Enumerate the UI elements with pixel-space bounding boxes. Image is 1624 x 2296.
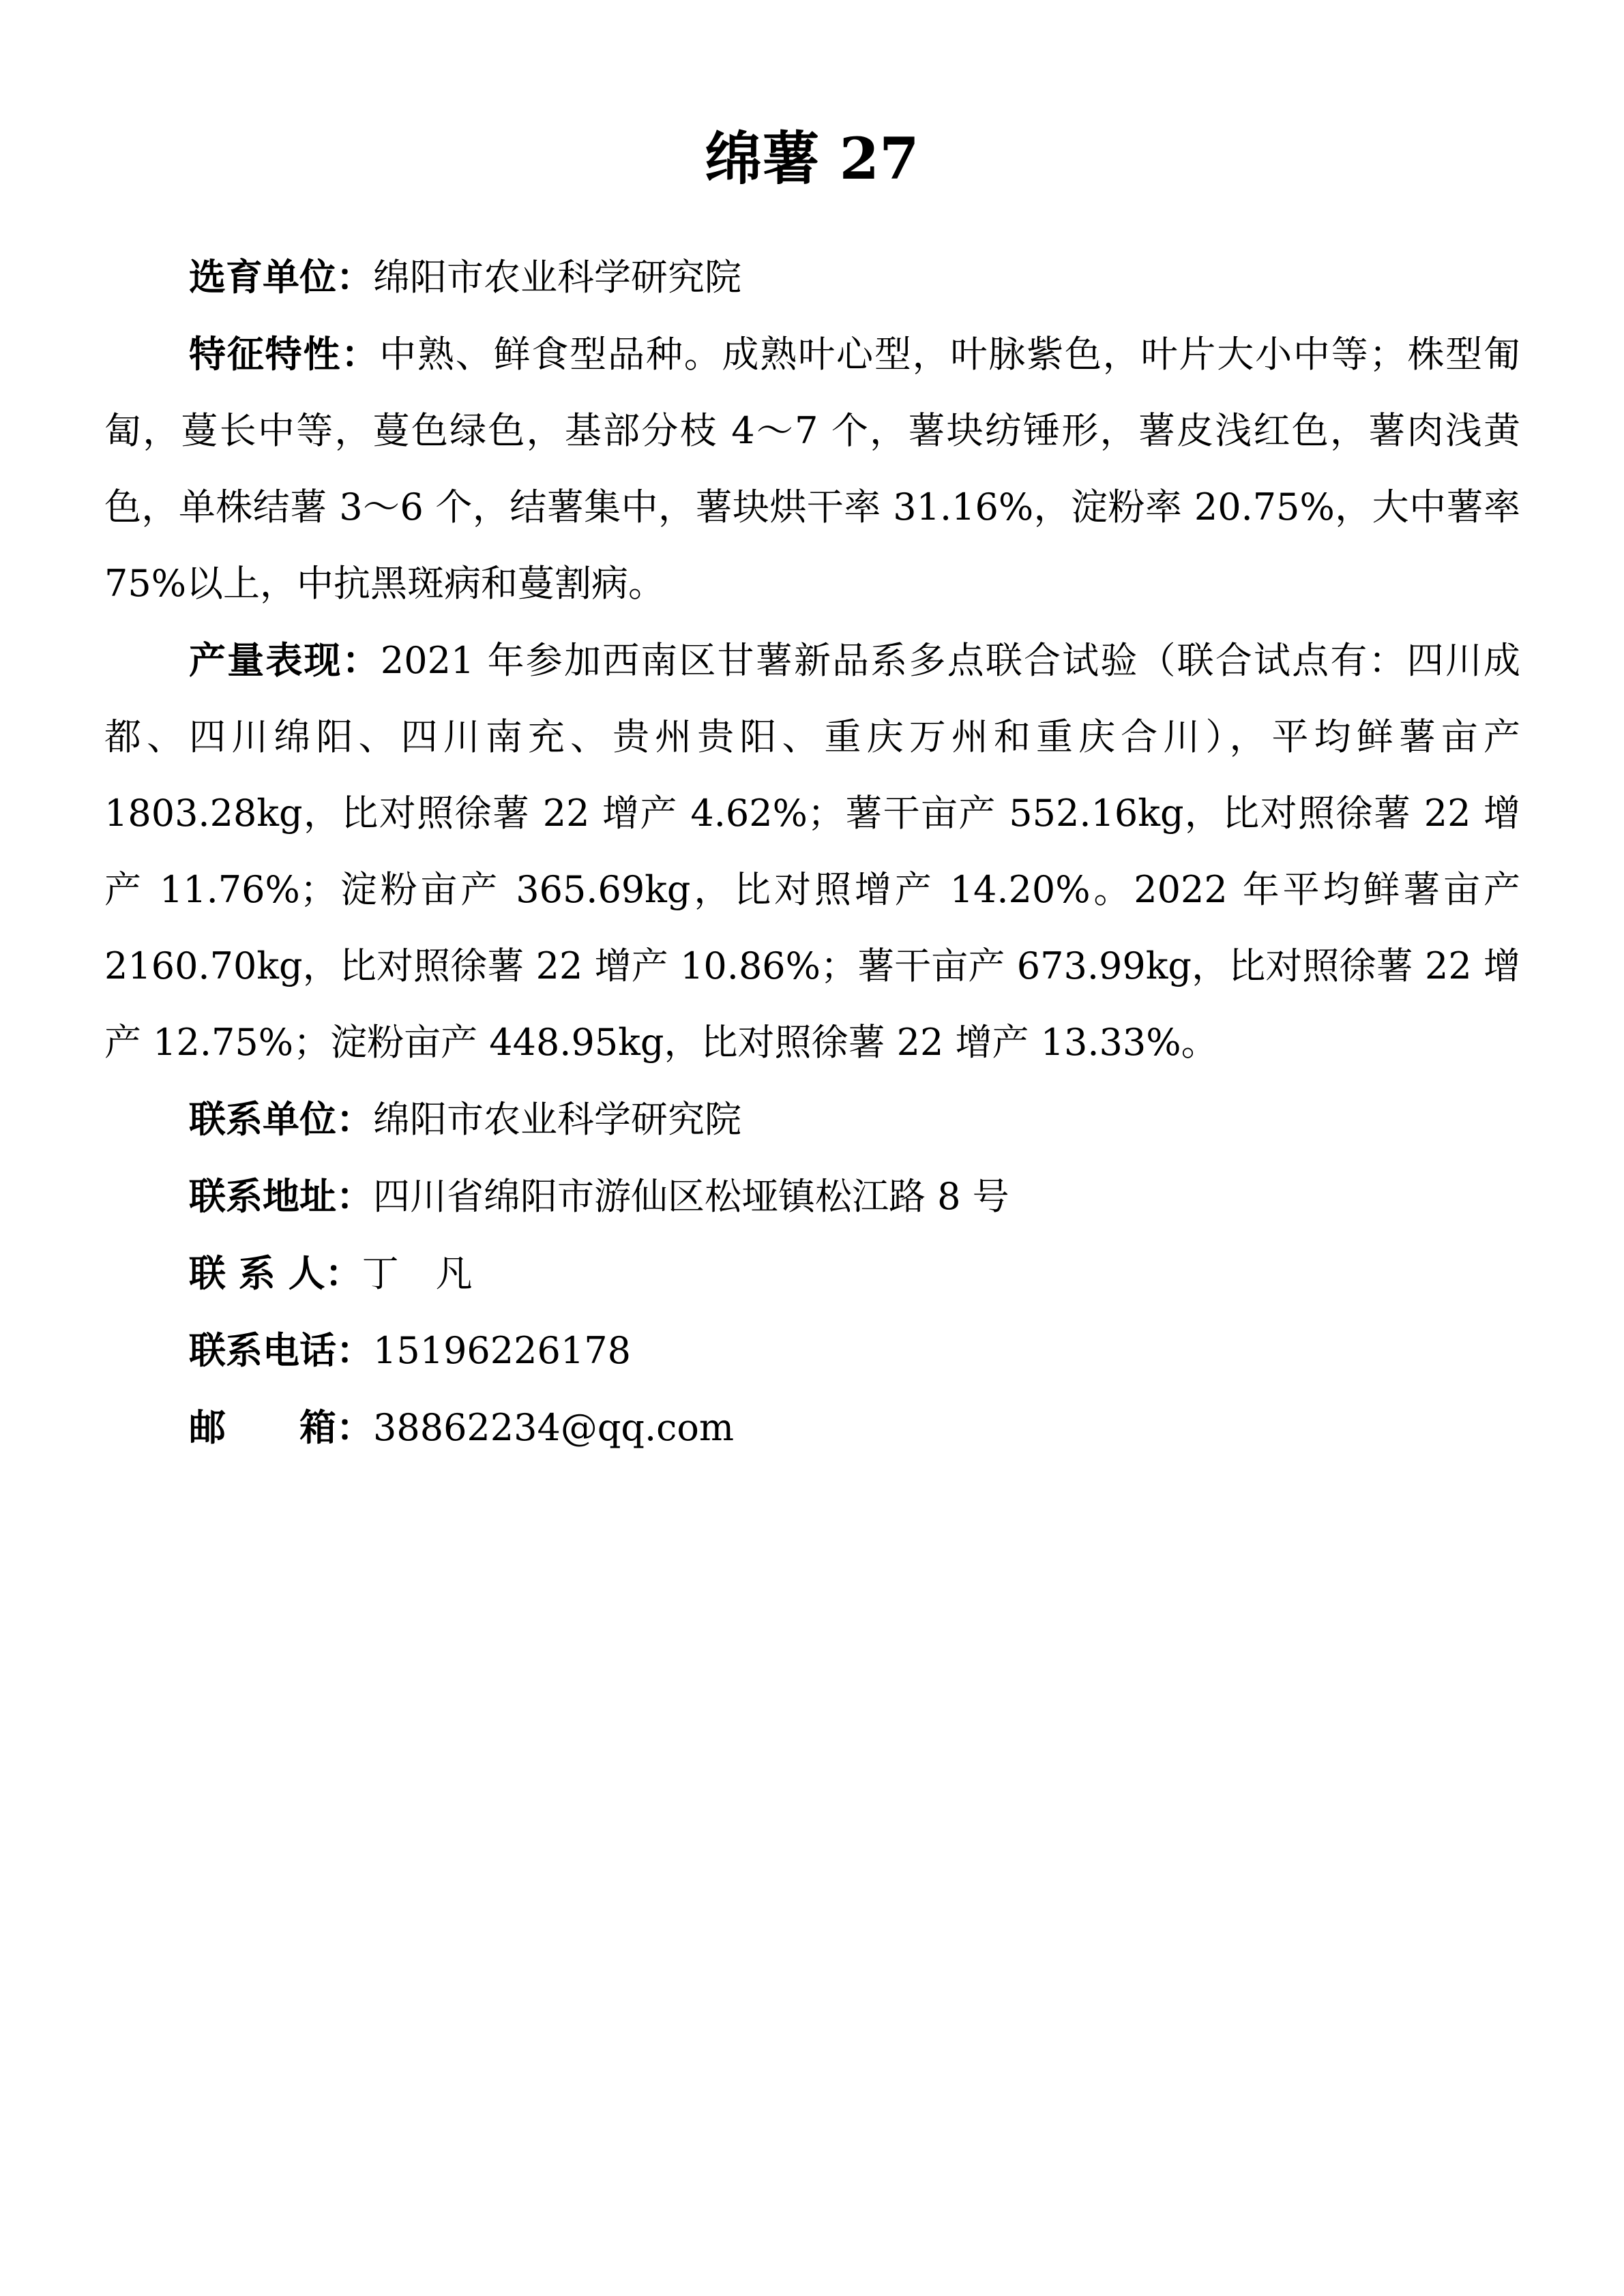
breeding-unit-value: 绵阳市农业科学研究院 <box>373 256 741 299</box>
page-title: 绵薯 27 <box>705 125 919 192</box>
breeding-unit-row <box>104 239 1520 316</box>
contact-phone-label: 联系电话： <box>189 1328 373 1372</box>
characteristics-text: 中熟、鲜食型品种。成熟叶心型，叶脉紫色，叶片大小中等；株型匍匐，蔓长中等，蔓色绿色，基部分枝 4～7 个，薯块纺锤形，薯皮浅红色，薯肉浅黄色，单株结薯 3～6 个，结薯集中，薯块烘干率 31.16%，淀粉率 20.75%，大中薯率 75%以上，中抗黑斑病和蔓割病。 <box>104 333 1521 605</box>
contact-person-value: 丁 凡 <box>361 1252 473 1295</box>
contact-unit-row <box>104 1081 1520 1158</box>
contact-phone-value: 15196226178 <box>373 1329 631 1372</box>
characteristics-paragraph <box>104 316 1520 622</box>
contact-unit-value: 绵阳市农业科学研究院 <box>373 1098 741 1141</box>
document-body <box>104 239 1520 1466</box>
yield-paragraph <box>104 622 1520 1081</box>
email-row <box>104 1389 1520 1466</box>
characteristics-label: 特征特性： <box>189 332 380 376</box>
email-label: 邮 箱： <box>189 1405 373 1449</box>
contact-address-value: 四川省绵阳市游仙区松垭镇松江路 8 号 <box>373 1175 1009 1218</box>
contact-address-row <box>104 1158 1520 1235</box>
contact-unit-label: 联系单位： <box>189 1097 373 1141</box>
yield-label: 产量表现： <box>189 638 381 682</box>
yield-text: 2021 年参加西南区甘薯新品系多点联合试验（联合试点有：四川成都、四川绵阳、四川南充、贵州贵阳、重庆万州和重庆合川），平均鲜薯亩产 1803.28kg，比对照徐薯 22 增产 4.62%；薯干亩产 552.16kg，比对照徐薯 22 增产 11.76%；淀粉亩产 365.69kg，比对照增产 14.20%。2022 年平均鲜薯亩产 2160.70kg，比对照徐薯 22 增产 10.86%；薯干亩产 673.99kg，比对照徐薯 22 增产 12.75%；淀粉亩产 448.95kg，比对照徐薯 22 增产 13.33%。 <box>104 639 1521 1064</box>
contact-person-label: 联 系 人： <box>189 1251 362 1295</box>
email-value: 38862234@qq.com <box>373 1406 735 1449</box>
contact-person-row <box>104 1235 1520 1312</box>
contact-phone-row <box>104 1312 1520 1389</box>
contact-address-label: 联系地址： <box>189 1174 373 1218</box>
breeding-unit-label: 选育单位： <box>189 255 373 299</box>
